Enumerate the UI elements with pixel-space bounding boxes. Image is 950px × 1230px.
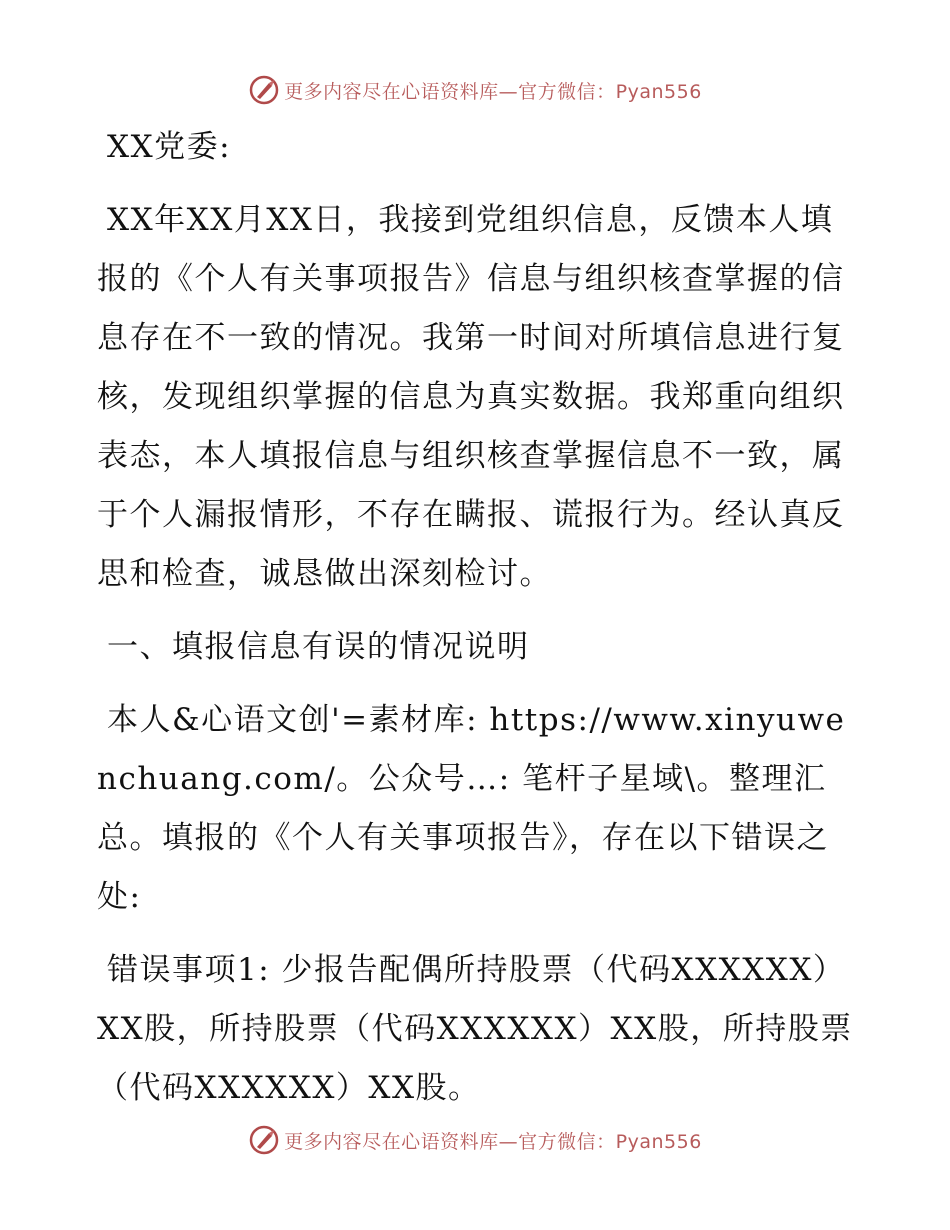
watermark-banner-top [0, 70, 950, 110]
watermark-banner-bottom [0, 1120, 950, 1160]
watermark-text: 更多内容尽在心语资料库—官方微信：Pyan556 [284, 1130, 702, 1153]
document-body [97, 118, 857, 1132]
paragraph-source: 本人&心语文创'=素材库: https://www.xinyuwenchuang.com/。公众号…: 笔杆子星域\。整理汇总。填报的《个人有关事项报告》，存在以下错误之处: [97, 702, 846, 915]
salutation: XX党委: [107, 129, 232, 165]
quill-logo-icon [248, 74, 280, 106]
paragraph-error-item-1: 错误事项1: 少报告配偶所持股票（代码XXXXXX）XX股，所持股票（代码XXXXXX）XX股，所持股票（代码XXXXXX）XX股。 [97, 952, 853, 1106]
watermark-text: 更多内容尽在心语资料库—官方微信：Pyan556 [284, 80, 702, 103]
quill-logo-icon [248, 1124, 280, 1156]
paragraph-intro: XX年XX月XX日，我接到党组织信息，反馈本人填报的《个人有关事项报告》信息与组织核查掌握的信息存在不一致的情况。我第一时间对所填信息进行复核，发现组织掌握的信息为真实数据。我郑重向组织表态，本人填报信息与组织核查掌握信息不一致，属于个人漏报情形，不存在瞒报、谎报行为。经认真反思和检查，诚恳做出深刻检讨。 [97, 202, 845, 592]
section-heading: 一、填报信息有误的情况说明 [107, 629, 530, 665]
